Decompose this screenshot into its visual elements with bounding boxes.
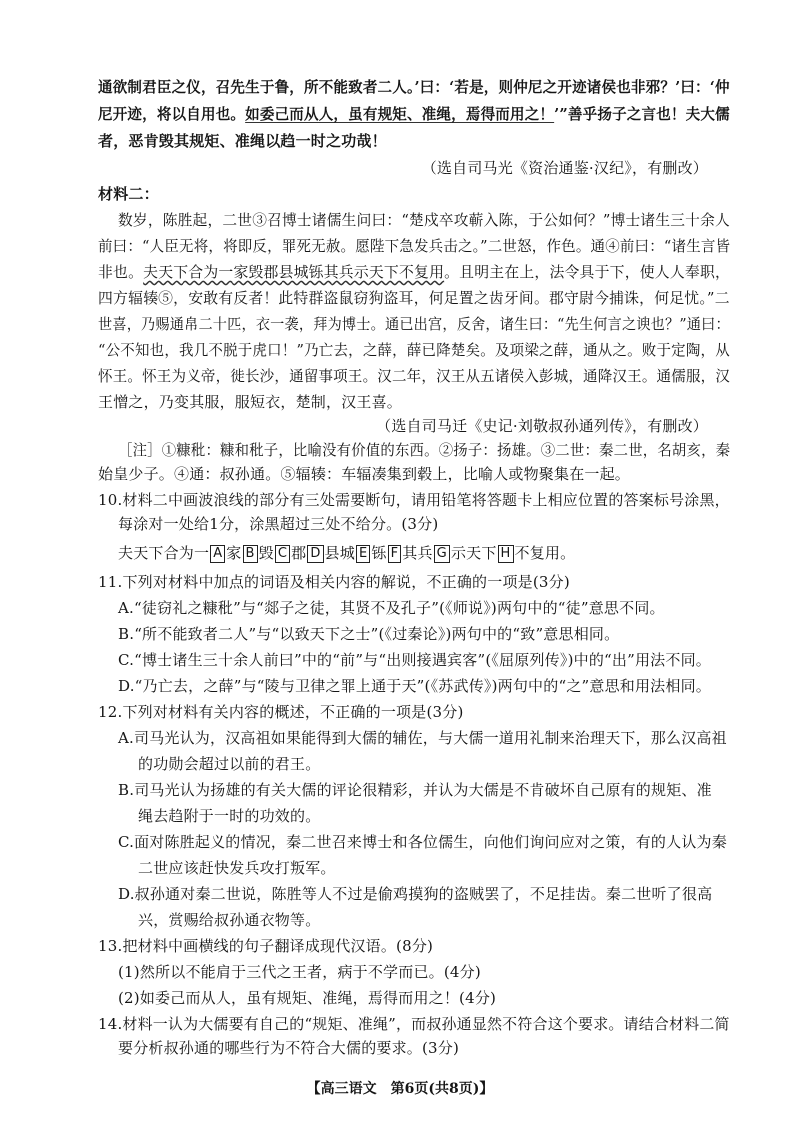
q11-option-d[interactable]: D.“乃亡去，之薛”与“陵与卫律之罪上通于天”(《苏武传》)两句中的“之”意思和用法相同。	[118, 677, 711, 695]
passage2-source: （选自司马迁《史记·刘敬叔孙通列传》，有删改）	[376, 417, 708, 435]
passage1-underlined-sentence: 如委己而从人，虽有规矩、准绳，焉得而用之！	[245, 105, 555, 123]
q10-segment: 其兵	[402, 544, 433, 562]
q12-option-d[interactable]: D.叔孙通对秦二世说，陈胜等人不过是偷鸡摸狗的盗贼罢了，不足挂齿。秦二世听了很高	[118, 885, 713, 903]
q12-option-a[interactable]: A.司马光认为，汉高祖如果能得到大儒的辅佐，与大儒一道用礼制来治理天下，那么汉高祖	[118, 729, 727, 747]
passage2-line	[98, 261, 730, 283]
q10-marker-e[interactable]: E	[356, 545, 370, 563]
passage1-line1: 通欲制君臣之仪，召先生于鲁，所不能致者二人。’曰：‘若是，则仲尼之开迹诸侯也非邪？’曰：‘仲	[98, 78, 730, 96]
q10-marker-f[interactable]: F	[388, 545, 402, 563]
passage2-wavy-sentence: 夫天下合为一家毁郡县城铄其兵示天下不复用	[143, 263, 445, 281]
q10-segment: 郡	[291, 544, 307, 562]
q11-option-a[interactable]: A.“徒窃礼之糠秕”与“郯子之徒，其贤不及孔子”(《师说》)两句中的“徒”意思不同。	[118, 599, 665, 617]
q14-stem-line2: 要分析叔孙通的哪些行为不符合大儒的要求。(3分)	[118, 1039, 460, 1057]
q10-segment: 家	[226, 544, 242, 562]
q10-marked-sentence	[118, 542, 575, 564]
notes-line2: 始皇少子。④通：叔孙通。⑤辐辏：车辐凑集到毂上，比喻人或物聚集在一起。	[98, 465, 631, 483]
q12-option-a-cont: 的功勋会超过以前的君王。	[138, 755, 321, 773]
passage2-line3-pre: 非也。	[98, 263, 144, 281]
q10-segment: 毁	[258, 544, 274, 562]
passage2-line: 王憎之，乃变其服，服短衣，楚制，汉王喜。	[98, 393, 403, 411]
q12-option-b-cont: 绳去趋附于一时的功效的。	[138, 807, 321, 825]
passage1-line2	[98, 103, 730, 125]
q11-stem: 11.下列对材料中加点的词语及相关内容的解说，不正确的一项是(3分)	[98, 573, 570, 591]
q12-option-c-cont: 二世应该赶快发兵攻打叛军。	[138, 859, 336, 877]
passage2-line: 怀王。怀王为义帝，徙长沙，通留事项王。汉二年，汉王从五诸侯入彭城，通降汉王。通儒服，汉	[98, 367, 731, 385]
passage2-line3-post: 。且明主在上，法令具于下，使人人奉职，	[444, 263, 731, 281]
q10-marker-d[interactable]: D	[307, 545, 323, 563]
page-footer: 【高三语文 第6页(共8页)】	[306, 1081, 494, 1097]
passage1-line2-pre: 尼开迹，将以自用也。	[98, 105, 246, 123]
q14-stem-line1: 14.材料一认为大儒要有自己的“规矩、准绳”，而叔孙通显然不符合这个要求。请结合材料二简	[98, 1015, 730, 1033]
q10-segment: 铄	[371, 544, 387, 562]
q10-segment: 县城	[324, 544, 355, 562]
q10-marker-c[interactable]: C	[275, 545, 290, 563]
passage2-heading: 材料二：	[98, 185, 159, 203]
passage1-line2-post: ’”善乎扬子之言也！夫大儒	[554, 105, 730, 123]
passage1-line3: 者，恶肯毁其规矩、准绳以趋一时之功哉！	[98, 132, 387, 150]
passage2-line: 四方辐辏⑤，安敢有反者！此特群盗鼠窃狗盗耳，何足置之齿牙间。郡守尉今捕诛，何足忧。”二	[98, 289, 730, 307]
q10-marker-g[interactable]: G	[434, 545, 450, 563]
q10-stem-line1: 10.材料二中画波浪线的部分有三处需要断句，请用铅笔将答题卡上相应位置的答案标号涂黑，	[98, 491, 730, 509]
q10-marker-b[interactable]: B	[243, 545, 258, 563]
q11-option-b[interactable]: B.“所不能致者二人”与“以致天下之士”(《过秦论》)两句中的“致”意思相同。	[118, 625, 620, 643]
passage2-line: 数岁，陈胜起，二世③召博士诸儒生问曰：“楚戍卒攻蕲入陈，于公如何？”博士诸生三十余人	[118, 211, 730, 229]
passage1-source: （选自司马光《资治通鉴·汉纪》，有删改）	[421, 159, 708, 177]
q10-segment: 夫天下合为一	[118, 544, 210, 562]
q13-item-1: (1)然所以不能肩于三代之王者，病于不学而已。(4分)	[118, 963, 481, 981]
q11-option-c[interactable]: C.“博士诸生三十余人前曰”中的“前”与“出则接遇宾客”(《屈原列传》)中的“出”用法不同。	[118, 651, 711, 669]
passage2-line: “公不知也，我几不脱于虎口！”乃亡去，之薛，薛已降楚矣。及项梁之薛，通从之。败于定陶，从	[98, 341, 730, 359]
q10-segment: 不复用。	[514, 544, 576, 562]
q12-option-b[interactable]: B.司马光认为扬雄的有关大儒的评论很精彩，并认为大儒是不肯破坏自己原有的规矩、准	[118, 781, 712, 799]
passage2-line: 前曰：“人臣无将，将即反，罪死无赦。愿陛下急发兵击之。”二世怒，作色。通④前曰：“诸生言皆	[98, 237, 731, 255]
q10-stem-line2: 每涂对一处给1分，涂黑超过三处不给分。(3分)	[118, 515, 439, 533]
q10-segment: 示天下	[450, 544, 497, 562]
q10-marker-h[interactable]: H	[498, 545, 514, 563]
q13-stem: 13.把材料中画横线的句子翻译成现代汉语。(8分)	[98, 937, 434, 955]
q13-item-2: (2)如委己而从人，虽有规矩、准绳，焉得而用之！(4分)	[118, 989, 497, 1007]
q10-marker-a[interactable]: A	[210, 545, 225, 563]
q12-option-c[interactable]: C.面对陈胜起义的情况，秦二世召来博士和各位儒生，向他们询问应对之策，有的人认为秦	[118, 833, 727, 851]
q12-option-d-cont: 兴，赏赐给叔孙通衣物等。	[138, 911, 321, 929]
q12-stem: 12.下列对材料有关内容的概述，不正确的一项是(3分)	[98, 703, 464, 721]
passage2-line: 世喜，乃赐通帛二十匹，衣一袭，拜为博士。通已出宫，反舍，诸生曰：“先生何言之谀也？”通曰：	[98, 315, 730, 333]
notes-line1: ［注］①糠秕：糠和秕子，比喻没有价值的东西。②扬子：扬雄。③二世：秦二世，名胡亥，秦	[118, 441, 731, 459]
